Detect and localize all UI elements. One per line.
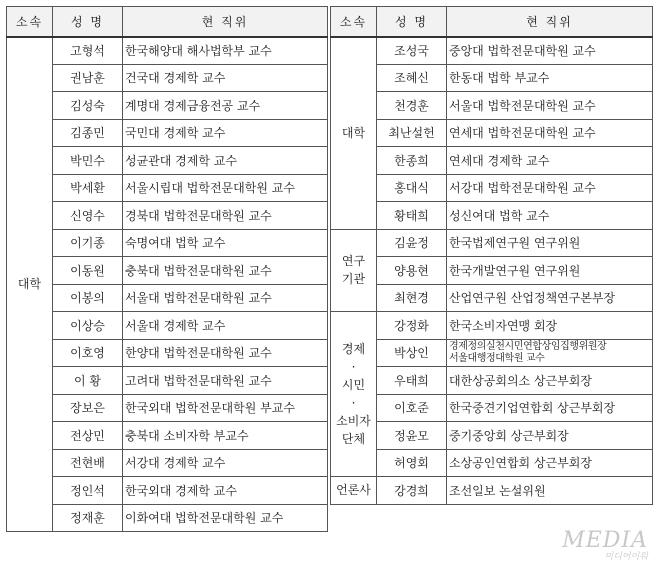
member-position: 연세대 경제학 교수 (447, 147, 653, 175)
affiliation-label-line: 연구 (341, 254, 366, 269)
member-position: 고려대 법학전문대학원 교수 (123, 367, 328, 395)
member-position: 계명대 경제금융전공 교수 (123, 92, 328, 120)
affiliation-label-line: 소비자 (336, 414, 371, 428)
member-name: 강정화 (377, 312, 447, 340)
member-position: 한국소비자연맹 회장 (447, 312, 653, 340)
header-name: 성 명 (377, 7, 447, 37)
table-row (331, 147, 653, 175)
member-name: 이봉의 (53, 284, 123, 312)
member-position: 서울시립대 법학전문대학원 교수 (123, 174, 328, 202)
member-position: 서울대 법학전문대학원 교수 (123, 284, 328, 312)
member-name: 전상민 (53, 422, 123, 450)
affiliation-label-line: 경제 (341, 342, 366, 356)
affiliation-label-line: 시민 (341, 378, 366, 392)
member-name: 최난설헌 (377, 119, 447, 147)
member-name: 양용현 (377, 257, 447, 285)
member-position-line: 서울대행정대학원 교수 (449, 352, 545, 364)
header-name: 성 명 (53, 7, 123, 37)
member-position: 한국법제연구원 연구위원 (447, 229, 653, 257)
table-row (7, 37, 328, 65)
watermark-sub-text: 미디어이워 (604, 552, 648, 562)
table-row (331, 394, 653, 422)
member-position: 한양대 법학전문대학원 교수 (123, 339, 328, 367)
member-position: 서강대 경제학 교수 (123, 449, 328, 477)
member-name: 이동원 (53, 257, 123, 285)
affiliation-group-label: 대학 (331, 37, 377, 230)
member-position: 연세대 법학전문대학원 교수 (447, 119, 653, 147)
watermark-main-text: MEDIA (562, 528, 648, 553)
member-name: 정재훈 (53, 504, 123, 532)
member-name: 고형석 (53, 37, 123, 65)
member-position (447, 339, 653, 367)
member-name: 허영회 (377, 449, 447, 477)
member-position: 중기중앙회 상근부회장 (447, 422, 653, 450)
affiliation-label-line: 단체 (341, 432, 366, 446)
affiliation-label-line: 기관 (341, 272, 366, 287)
table-row (7, 147, 328, 175)
member-position: 충북대 소비자학 부교수 (123, 422, 328, 450)
member-position: 국민대 경제학 교수 (123, 119, 328, 147)
member-name: 우태희 (377, 367, 447, 395)
table-row (331, 477, 653, 505)
table-row (331, 229, 653, 257)
table-row (331, 37, 653, 65)
header-affiliation: 소속 (331, 7, 377, 37)
table-row (7, 477, 328, 505)
member-position: 한동대 법학 부교수 (447, 64, 653, 92)
member-name: 장보은 (53, 394, 123, 422)
table-row (7, 504, 328, 532)
member-position: 건국대 경제학 교수 (123, 64, 328, 92)
member-position: 서강대 법학전문대학원 교수 (447, 174, 653, 202)
table-row (7, 229, 328, 257)
table-row (331, 449, 653, 477)
table-row (331, 202, 653, 230)
table-row (331, 422, 653, 450)
header-row (7, 7, 328, 37)
table-row (331, 367, 653, 395)
member-table-left (6, 6, 328, 532)
member-table-right (330, 6, 653, 505)
member-position: 소상공인연합회 상근부회장 (447, 449, 653, 477)
table-row (7, 367, 328, 395)
table-row (7, 119, 328, 147)
affiliation-group-label (331, 312, 377, 477)
table-row (7, 64, 328, 92)
member-name: 한종희 (377, 147, 447, 175)
affiliation-label-line: · (351, 360, 356, 374)
member-position: 한국외대 법학전문대학원 부교수 (123, 394, 328, 422)
member-name: 이상승 (53, 312, 123, 340)
member-position: 서울대 법학전문대학원 교수 (447, 92, 653, 120)
header-position: 현 직위 (447, 7, 653, 37)
member-name: 정인석 (53, 477, 123, 505)
member-position: 대한상공회의소 상근부회장 (447, 367, 653, 395)
member-name: 천경훈 (377, 92, 447, 120)
member-position: 산업연구원 산업정책연구본부장 (447, 284, 653, 312)
member-position: 한국개발연구원 연구위원 (447, 257, 653, 285)
table-row (331, 92, 653, 120)
affiliation-group-label: 대학 (7, 37, 53, 532)
table-row (331, 312, 653, 340)
member-name: 김종민 (53, 119, 123, 147)
member-name: 김성숙 (53, 92, 123, 120)
table-row (7, 339, 328, 367)
member-position: 조선일보 논설위원 (447, 477, 653, 505)
table-row (331, 119, 653, 147)
member-name: 강경희 (377, 477, 447, 505)
affiliation-group-label (331, 229, 377, 312)
media-watermark (562, 530, 648, 562)
member-name: 권남훈 (53, 64, 123, 92)
member-name: 이호준 (377, 394, 447, 422)
member-name: 이 황 (53, 367, 123, 395)
header-position: 현 직위 (123, 7, 328, 37)
table-row (331, 257, 653, 285)
member-position: 숙명여대 법학 교수 (123, 229, 328, 257)
member-name: 박세환 (53, 174, 123, 202)
member-name: 전현배 (53, 449, 123, 477)
member-name: 이호영 (53, 339, 123, 367)
table-row (7, 174, 328, 202)
table-row (7, 449, 328, 477)
table-row (7, 92, 328, 120)
member-name: 박민수 (53, 147, 123, 175)
member-name: 최현경 (377, 284, 447, 312)
table-row (331, 64, 653, 92)
member-name: 신영수 (53, 202, 123, 230)
member-name: 이기종 (53, 229, 123, 257)
member-name: 조성국 (377, 37, 447, 65)
member-position-line: 경제정의실천시민연합상임집행위원장 (449, 340, 607, 352)
member-name: 김윤정 (377, 229, 447, 257)
affiliation-group-label: 언론사 (331, 477, 377, 505)
member-position: 중앙대 법학전문대학원 교수 (447, 37, 653, 65)
right-table-body (331, 37, 653, 505)
table-row (7, 422, 328, 450)
member-name: 정윤모 (377, 422, 447, 450)
table-row (7, 284, 328, 312)
member-name: 조혜신 (377, 64, 447, 92)
member-position: 한국해양대 해사법학부 교수 (123, 37, 328, 65)
table-row (7, 394, 328, 422)
member-position: 서울대 경제학 교수 (123, 312, 328, 340)
member-position: 이화여대 법학전문대학원 교수 (123, 504, 328, 532)
member-position: 경북대 법학전문대학원 교수 (123, 202, 328, 230)
member-name: 황태희 (377, 202, 447, 230)
member-name: 홍대식 (377, 174, 447, 202)
member-name: 박상인 (377, 339, 447, 367)
member-position: 성신여대 법학 교수 (447, 202, 653, 230)
table-row (7, 312, 328, 340)
table-row (331, 174, 653, 202)
member-position: 성균관대 경제학 교수 (123, 147, 328, 175)
left-table-body (7, 37, 328, 532)
affiliation-label-line: · (351, 396, 356, 410)
table-row (7, 257, 328, 285)
table-row (331, 339, 653, 367)
table-row (7, 202, 328, 230)
member-position: 한국중견기업연합회 상근부회장 (447, 394, 653, 422)
header-row (331, 7, 653, 37)
member-position: 한국외대 경제학 교수 (123, 477, 328, 505)
header-affiliation: 소속 (7, 7, 53, 37)
member-position: 충북대 법학전문대학원 교수 (123, 257, 328, 285)
table-row (331, 284, 653, 312)
